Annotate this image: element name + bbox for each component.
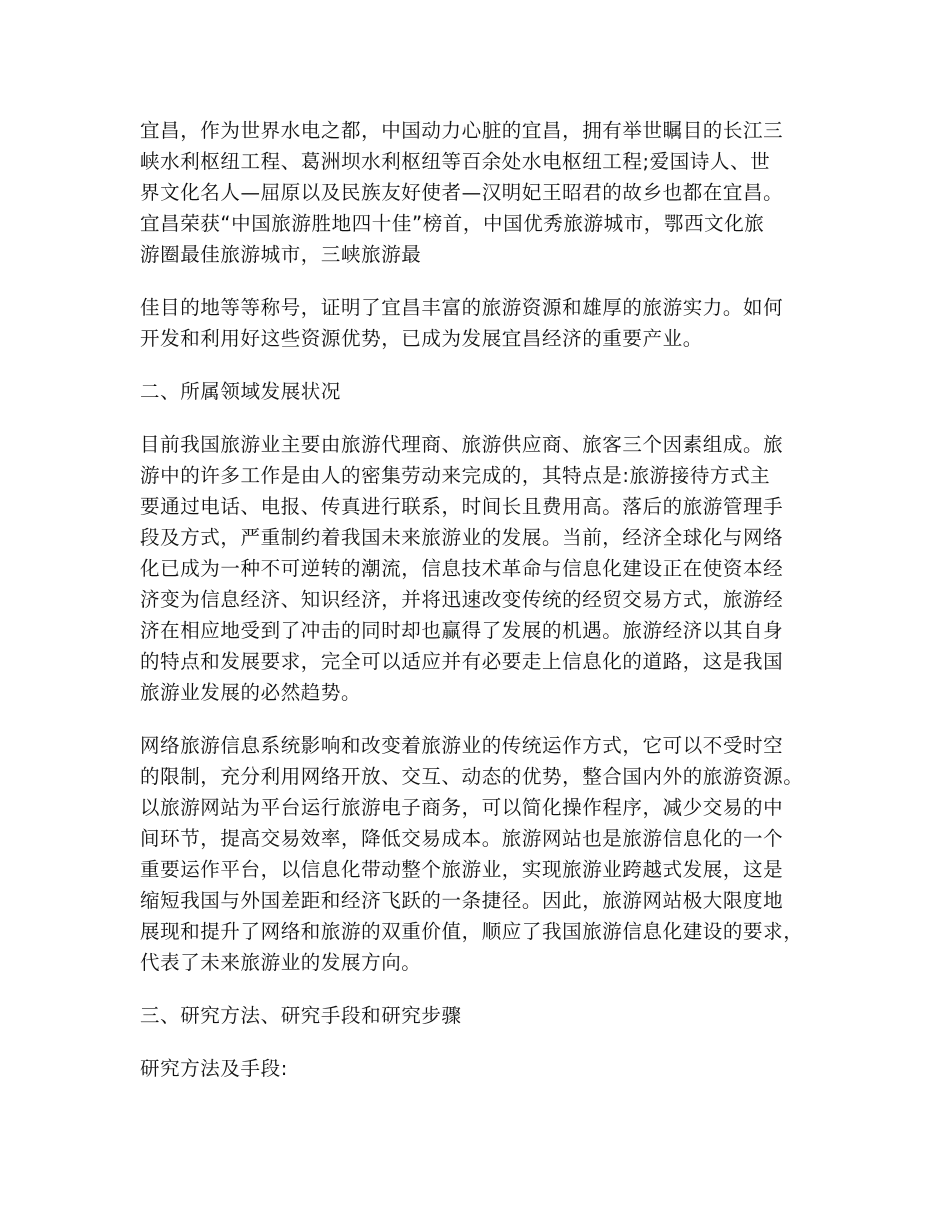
text-line: 段及方式，严重制约着我国未来旅游业的发展。当前，经济全球化与网络 [140,526,784,549]
text-line: 济在相应地受到了冲击的同时却也赢得了发展的机遇。旅游经济以其自身 [140,619,784,642]
text-line: 宜昌，作为世界水电之都，中国动力心脏的宜昌，拥有举世瞩目的长江三 [140,119,784,142]
text-line: 的特点和发展要求，完全可以适应并有必要走上信息化的道路，这是我国 [140,650,784,673]
text-line: 界文化名人—屈原以及民族友好使者—汉明妃王昭君的故乡也都在宜昌。 [140,181,784,204]
paragraph-tourism-resources [140,292,826,354]
text-line: 的限制，充分利用网络开放、交互、动态的优势，整合国内外的旅游资源。 [140,765,804,788]
text-line: 游圈最佳旅游城市，三峡旅游最 [140,243,422,266]
text-line: 间环节，提高交易效率，降低交易成本。旅游网站也是旅游信息化的一个 [140,827,784,850]
text-line: 济变为信息经济、知识经济，并将迅速改变传统的经贸交易方式，旅游经 [140,588,784,611]
paragraph-industry-status [140,429,826,708]
text-line: 重要运作平台，以信息化带动整个旅游业，实现旅游业跨越式发展，这是 [140,858,784,881]
text-line: 佳目的地等等称号，证明了宜昌丰富的旅游资源和雄厚的旅游实力。如何 [140,296,784,319]
text-line: 要通过电话、电报、传真进行联系，时间长且费用高。落后的旅游管理手 [140,495,784,518]
document-body [140,115,826,1106]
paragraph-methods-label: 研究方法及手段: [140,1057,288,1080]
section-heading-field-status: 二、所属领域发展状况 [140,380,342,403]
paragraph-online-tourism [140,730,826,978]
text-line: 游中的许多工作是由人的密集劳动来完成的，其特点是:旅游接待方式主 [140,464,771,487]
text-line: 旅游业发展的必然趋势。 [140,681,362,704]
text-line: 以旅游网站为平台运行旅游电子商务，可以简化操作程序，减少交易的中 [140,796,784,819]
text-line: 目前我国旅游业主要由旅游代理商、旅游供应商、旅客三个因素组成。旅 [140,433,784,456]
section-heading-research-methods: 三、研究方法、研究手段和研究步骤 [140,1004,462,1027]
text-line: 开发和利用好这些资源优势，已成为发展宜昌经济的重要产业。 [140,327,703,350]
text-line: 网络旅游信息系统影响和改变着旅游业的传统运作方式，它可以不受时空 [140,734,784,757]
text-line: 宜昌荣获“中国旅游胜地四十佳”榜首，中国优秀旅游城市，鄂西文化旅 [140,212,765,235]
text-line: 展现和提升了网络和旅游的双重价值，顺应了我国旅游信息化建设的要求， [140,920,804,943]
text-line: 峡水利枢纽工程、葛洲坝水利枢纽等百余处水电枢纽工程;爱国诗人、世 [140,150,771,173]
paragraph-yichang-intro [140,115,826,270]
text-line: 缩短我国与外国差距和经济飞跃的一条捷径。因此，旅游网站极大限度地 [140,889,784,912]
text-line: 化已成为一种不可逆转的潮流，信息技术革命与信息化建设正在使资本经 [140,557,784,580]
text-line: 代表了未来旅游业的发展方向。 [140,951,422,974]
